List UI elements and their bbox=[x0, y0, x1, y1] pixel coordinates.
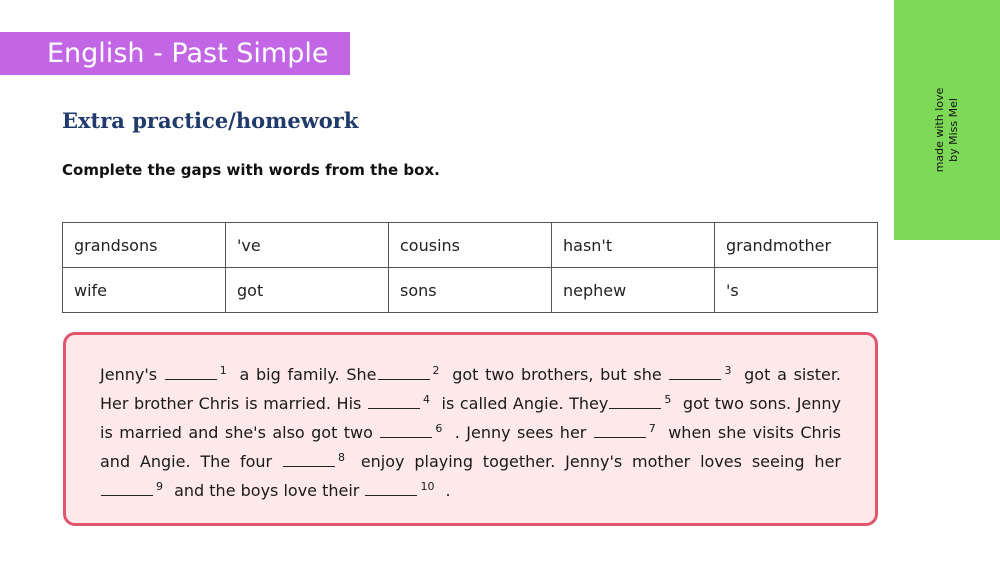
gap-blank[interactable] bbox=[378, 364, 430, 380]
credit-line-2: by Miss Mel bbox=[947, 98, 960, 162]
passage-text: a big family. She bbox=[232, 365, 377, 384]
passage-text: enjoy playing together. Jenny's mother loves seeing her bbox=[350, 452, 841, 471]
gap-number: 3 bbox=[724, 363, 732, 377]
gap-number: 9 bbox=[156, 479, 163, 493]
credit-tab bbox=[894, 0, 1000, 240]
word-cell: sons bbox=[389, 268, 552, 313]
gap-blank[interactable] bbox=[101, 480, 153, 496]
gap-blank[interactable] bbox=[165, 364, 217, 380]
word-box-table bbox=[62, 222, 878, 313]
gap-number: 10 bbox=[420, 479, 435, 493]
passage-text: got two brothers, but she bbox=[445, 365, 669, 384]
gap-blank[interactable] bbox=[368, 393, 420, 409]
page-title-banner bbox=[0, 32, 350, 75]
gap-number: 7 bbox=[648, 421, 656, 435]
gap-blank[interactable] bbox=[365, 480, 417, 496]
passage-box bbox=[63, 332, 878, 526]
gap-number: 1 bbox=[219, 363, 227, 377]
gap-number: 6 bbox=[435, 421, 443, 435]
word-cell: got bbox=[226, 268, 389, 313]
word-cell: 's bbox=[715, 268, 878, 313]
passage-text: is called Angie. They bbox=[435, 394, 609, 413]
word-box-row bbox=[63, 223, 878, 268]
page-title: English - Past Simple bbox=[47, 38, 329, 69]
word-box-row bbox=[63, 268, 878, 313]
gap-blank[interactable] bbox=[283, 451, 335, 467]
gap-blank[interactable] bbox=[609, 393, 661, 409]
word-cell: grandsons bbox=[63, 223, 226, 268]
word-cell: 've bbox=[226, 223, 389, 268]
gap-blank[interactable] bbox=[669, 364, 721, 380]
gap-number: 5 bbox=[664, 392, 672, 406]
passage-text: got two sons. Jenny is married and she's also got two bbox=[100, 394, 842, 442]
passage-text: got a sister. Her brother Chris is married. His bbox=[100, 365, 842, 413]
word-cell: wife bbox=[63, 268, 226, 313]
instruction-text: Complete the gaps with words from the box. bbox=[62, 161, 440, 179]
gap-number: 4 bbox=[422, 392, 430, 406]
word-cell: nephew bbox=[552, 268, 715, 313]
passage-text: when she visits Chris and Angie. The four bbox=[100, 423, 841, 471]
passage-text: and the boys love their bbox=[169, 481, 365, 500]
section-subtitle: Extra practice/homework bbox=[62, 108, 359, 133]
gap-blank[interactable] bbox=[380, 422, 432, 438]
passage-text: Jenny's bbox=[100, 365, 164, 384]
gap-number: 2 bbox=[432, 363, 440, 377]
credit-text bbox=[933, 88, 961, 173]
gap-fill-passage bbox=[100, 360, 841, 505]
gap-number: 8 bbox=[337, 450, 345, 464]
gap-blank[interactable] bbox=[594, 422, 646, 438]
word-cell: cousins bbox=[389, 223, 552, 268]
credit-line-1: made with love bbox=[933, 87, 946, 173]
passage-text: . bbox=[440, 481, 451, 500]
passage-text: . Jenny sees her bbox=[448, 423, 593, 442]
word-cell: grandmother bbox=[715, 223, 878, 268]
word-cell: hasn't bbox=[552, 223, 715, 268]
